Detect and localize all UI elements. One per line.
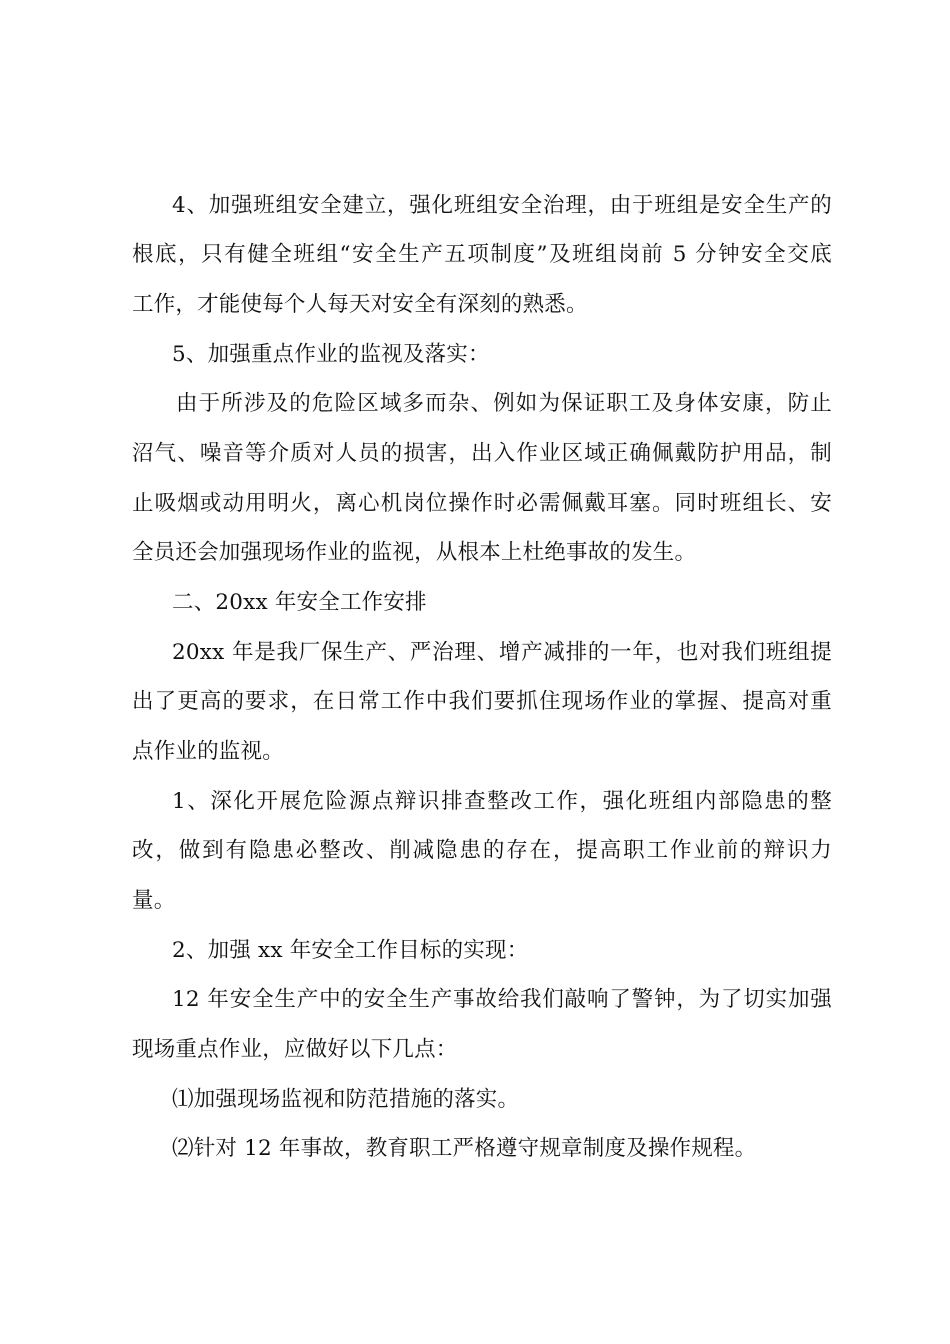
item-2-heading: 2、加强 xx 年安全工作目标的实现：	[172, 938, 529, 963]
paragraph-5-line-4: 全员还会加强现场作业的监视，从根本上杜绝事故的发生。	[132, 540, 697, 565]
paragraph-5-line-1: 由于所涉及的危险区域多而杂、例如为保证职工及身体安康，防止	[176, 391, 832, 416]
section-heading-2: 二、20xx 年安全工作安排	[172, 590, 427, 615]
item-1-line-3: 量。	[132, 888, 176, 913]
subitem-2: ⑵针对 12 年事故，教育职工严格遵守规章制度及操作规程。	[172, 1136, 757, 1161]
paragraph-5-line-2: 沼气、噪音等介质对人员的损害，出入作业区域正确佩戴防护用品，制	[132, 441, 832, 466]
paragraph-4-line-3: 工作，才能使每个人每天对安全有深刻的熟悉。	[132, 292, 588, 317]
paragraph-4-line-1: 4、加强班组安全建立，强化班组安全治理，由于班组是安全生产的	[172, 193, 832, 218]
item-1-line-2: 改，做到有隐患必整改、削减隐患的存在，提高职工作业前的辩识力	[132, 838, 832, 863]
heading-5: 5、加强重点作业的监视及落实：	[172, 342, 490, 367]
section-2-intro-line-1: 20xx 年是我厂保生产、严治理、增产减排的一年，也对我们班组提	[172, 640, 832, 665]
paragraph-5-line-3: 止吸烟或动用明火，离心机岗位操作时必需佩戴耳塞。同时班组长、安	[132, 491, 832, 516]
section-2-intro-line-3: 点作业的监视。	[132, 739, 284, 764]
subitem-1: ⑴加强现场监视和防范措施的落实。	[172, 1087, 520, 1112]
paragraph-4-line-2: 根底，只有健全班组“安全生产五项制度”及班组岗前 5 分钟安全交底	[132, 242, 832, 267]
item-2-line-2: 现场重点作业，应做好以下几点：	[132, 1037, 458, 1062]
section-2-intro-line-2: 出了更高的要求，在日常工作中我们要抓住现场作业的掌握、提高对重	[132, 689, 832, 714]
item-2-line-1: 12 年安全生产中的安全生产事故给我们敲响了警钟，为了切实加强	[172, 987, 832, 1012]
item-1-line-1: 1、深化开展危险源点辩识排查整改工作，强化班组内部隐患的整	[172, 789, 832, 814]
